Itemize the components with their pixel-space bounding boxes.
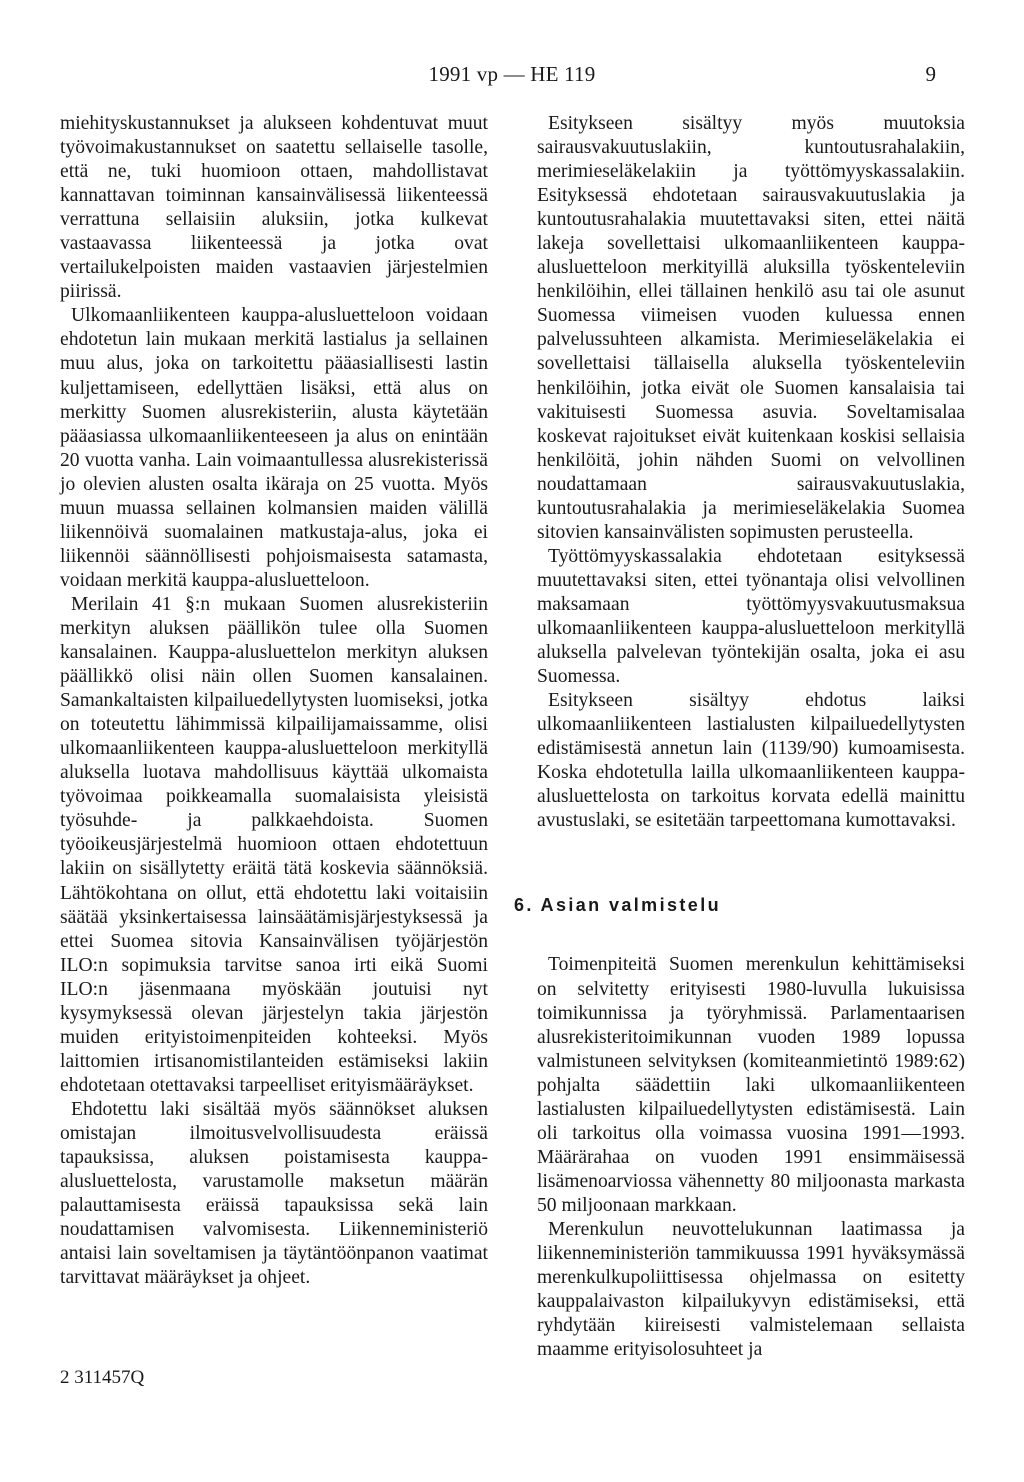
paragraph: Toimenpiteitä Suomen merenkulun kehittämiseksi on selvitetty erityisesti 1980-luvulla lukuisissa toimikunnissa ja työryhmissä. Parlamentaarisen alusrekisteritoimikunnan vuoden 1989 lopussa valmistuneen selvityksen (komiteanmietintö 1989:62) pohjalta säädettiin laki ulkomaanliikenteen lastialusten kilpailuedellytysten edistämisestä. Lain oli tarkoitus olla voimassa vuosina 1991—1993. Määrärahaa on vuoden 1991 ensimmäisessä lisämenoarviossa vähennetty 80 miljoonasta markasta 50 miljoonaan markkaan.	[537, 954, 965, 1216]
section-heading: 6. Asian valmistelu	[514, 895, 722, 916]
paragraph: Esitykseen sisältyy ehdotus laiksi ulkomaanliikenteen lastialusten kilpailuedellytysten edistämisestä annetun lain (1139/90) kumoamisesta. Koska ehdotetulla lailla ulkomaanliikenteen kauppa-alusluettelosta on tarkoitus korvata edellä mainittu avustuslaki, se esitetään tarpeettomana kumottavaksi.	[537, 690, 965, 832]
right-column	[514, 112, 965, 1362]
left-column	[60, 112, 488, 1290]
page-number: 9	[925, 62, 936, 86]
paragraph: Työttömyyskassalakia ehdotetaan esityksessä muutettavaksi siten, ettei työnantaja olisi velvollinen maksamaan työttömyysvakuutusmaksua ulkomaanliikenteen kauppa-alusluetteloon merkityllä aluksella palvelevan työntekijän osalta, joka ei asu Suomessa.	[537, 545, 965, 688]
print-code: 2 311457Q	[60, 1367, 145, 1388]
paragraph: Ulkomaanliikenteen kauppa-alusluetteloon voidaan ehdotetun lain mukaan merkitä lastialus ja sellainen muu alus, joka on tarkoitettu pääasiallisesti lastin kuljettamiseen, edellyttäen lisäksi, että alus on merkitty Suomen alusrekisteriin, alusta käytetään pääasiassa ulkomaanliikenteeseen ja alus on enintään 20 vuotta vanha. Lain voimaantullessa alusrekisterissä jo olevien alusten osalta ikäraja on 25 vuotta. Myös muun muassa sellainen kolmansien maiden välillä liikennöivä suomalainen matkustaja-alus, joka ei liikennöi säännöllisesti pohjoismaisesta satamasta, voidaan merkitä kauppa-alusluetteloon.	[60, 305, 488, 591]
page-header	[0, 62, 1024, 90]
paragraph: miehityskustannukset ja alukseen kohdentuvat muut työvoimakustannukset on saatettu sellaiselle tasolle, että ne, tuki huomioon ottaen, mahdollistavat kannattavan toiminnan kansainvälisessä liikenteessä verrattuna sellaisiin aluksiin, jotka kulkevat vastaavassa liikenteessä ja jotka ovat vertailukelpoisten maiden vastaavien järjestelmien piirissä.	[60, 113, 488, 303]
paragraph: Ehdotettu laki sisältää myös säännökset aluksen omistajan ilmoitusvelvollisuudesta eräissä tapauksissa, aluksen poistamisesta kauppa-alusluettelosta, varustamolle maksetun määrän palauttamisesta eräissä tapauksissa sekä lain noudattamisen valvomisesta. Liikenneministeriö antaisi lain soveltamisen ja täytäntöönpanon vaatimat tarvittavat määräykset ja ohjeet.	[60, 1098, 488, 1289]
paragraph: Merilain 41 §:n mukaan Suomen alusrekisteriin merkityn aluksen päällikön tulee olla Suomen kansalainen. Kauppa-alusluettelon merkityn aluksen päällikkö olisi näin ollen Suomen kansalainen. Samankaltaisten kilpailuedellytysten luomiseksi, jotka on toteutettu lähimmissä kilpailijamaissamme, olisi ulkomaanliikenteen kauppa-alusluetteloon merkityllä aluksella luotava mahdollisuus käyttää ulkomaista työvoimaa poikkeamalla suomalaisista yleisistä työsuhde- ja palkkaehdoista. Suomen työoikeusjärjestelmä huomioon ottaen ehdotettuun lakiin on sisällytetty eräitä tätä koskevia säännöksiä. Lähtökohtana on ollut, että ehdotettu laki voitaisiin säätää yksinkertaisessa lainsäätämisjärjestyksessä ja ettei Suomea sitovia Kansainvälisen työjärjestön ILO:n sopimuksia tarvitse sanoa irti eikä Suomi ILO:n jäsenmaana myöskään joutuisi nyt kysymyksessä olevan järjestelyn takia järjestön muiden erityistoimenpiteiden kohteeksi. Myös laittomien irtisanomistilanteiden estämiseksi lakiin ehdotetaan otettavaksi tarpeelliset erityismääräykset.	[60, 593, 488, 1096]
paragraph: Esitykseen sisältyy myös muutoksia sairausvakuutuslakiin, kuntoutusrahalakiin, merimieseläkelakiin ja työttömyyskassalakiin. Esityksessä ehdotetaan sairausvakuutuslakia ja kuntoutusrahalakia muutettavaksi siten, ettei näitä lakeja sovellettaisi ulkomaanliikenteen kauppa-alusluetteloon merkityillä aluksilla työskenteleviin henkilöihin, ellei tällainen henkilö asu tai ole asunut Suomessa viimeisen vuoden kuluessa ennen palvelussuhteen alkamista. Merimieseläkelakia ei sovellettaisi tällaisella aluksella työskenteleviin henkilöihin, jotka eivät ole Suomen kansalaisia tai vakituisesti Suomessa asuvia. Soveltamisalaa koskevat rajoitukset eivät kuitenkaan koskisi sellaisia henkilöitä, johin nähden Suomi on velvollinen noudattamaan sairausvakuutuslakia, kuntoutusrahalakia ja merimieseläkelakia Suomea sitovien kansainvälisten sopimusten perusteella.	[537, 113, 965, 543]
paragraph: Merenkulun neuvottelukunnan laatimassa ja liikenneministeriön tammikuussa 1991 hyväksymässä merenkulkupoliittisessa ohjelmassa on esitetty kauppalaivaston kilpailukyvyn edistämiseksi, että ryhdytään kiireisesti valmistelemaan sellaista maamme erityisolosuhteet ja	[537, 1218, 965, 1361]
running-title: 1991 vp — HE 119	[428, 62, 596, 86]
